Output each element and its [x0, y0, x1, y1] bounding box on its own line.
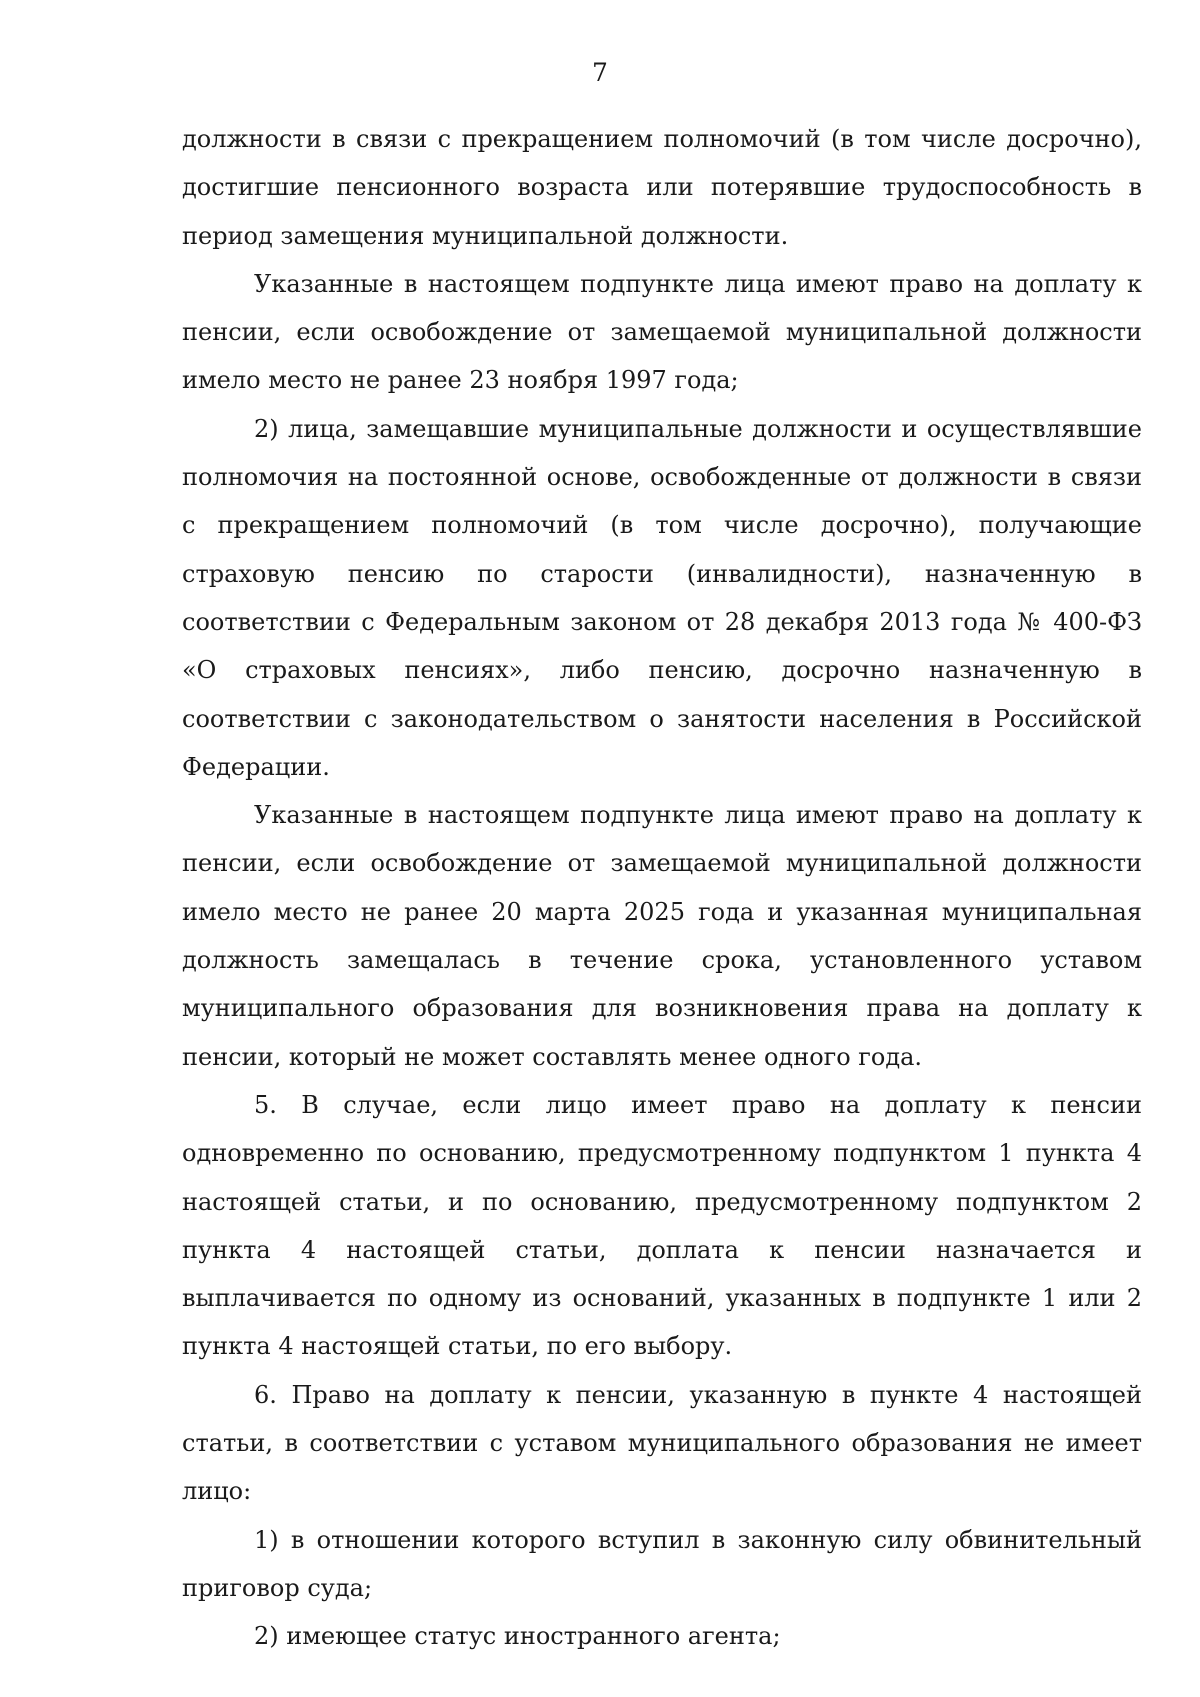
page-number: 7	[592, 58, 608, 87]
paragraph-point-6: 6. Право на доплату к пенсии, указанную в пункте 4 настоящей статьи, в соответствии с уставом муниципального образования не имеет лицо:	[182, 1380, 1142, 1506]
paragraph-point-5: 5. В случае, если лицо имеет право на доплату к пенсии одновременно по основанию, предусмотренному подпунктом 1 пункта 4 настоящей статьи, и по основанию, предусмотренному подпунктом 2 пункта 4 настоящей статьи, доплата к пенсии назначается и выплачивается по одному из оснований, указанных в подпункте 1 или 2 пункта 4 настоящей статьи, по его выбору.	[182, 1090, 1142, 1361]
paragraph-subpoint-2-note: Указанные в настоящем подпункте лица имеют право на доплату к пенсии, если освобождение от замещаемой муниципальной должности имело место не ранее 20 марта 2025 года и указанная муниципальная должность замещалась в течение срока, установленного уставом муниципального образования для возникновения права на доплату к пенсии, который не может составлять менее одного года.	[182, 801, 1142, 1071]
paragraph-point-6-item-1: 1) в отношении которого вступил в законную силу обвинительный приговор суда;	[182, 1525, 1142, 1602]
paragraph-continuation: должности в связи с прекращением полномочий (в том числе досрочно), достигшие пенсионного возраста или потерявшие трудоспособность в период замещения муниципальной должности.	[182, 125, 1142, 250]
document-body	[182, 115, 1142, 1661]
paragraph-point-6-item-2: 2) имеющее статус иностранного агента;	[254, 1622, 781, 1651]
paragraph-subpoint-2: 2) лица, замещавшие муниципальные должности и осуществлявшие полномочия на постоянной основе, освобожденные от должности в связи с прекращением полномочий (в том числе досрочно), получающие страховую пенсию по старости (инвалидности), назначенную в соответствии с Федеральным законом от 28 декабря 2013 года № 400-ФЗ «О страховых пенсиях», либо пенсию, досрочно назначенную в соответствии с законодательством о занятости населения в Российской Федерации.	[182, 414, 1142, 781]
paragraph-subpoint-1-note: Указанные в настоящем подпункте лица имеют право на доплату к пенсии, если освобождение от замещаемой муниципальной должности имело место не ранее 23 ноября 1997 года;	[182, 269, 1142, 395]
